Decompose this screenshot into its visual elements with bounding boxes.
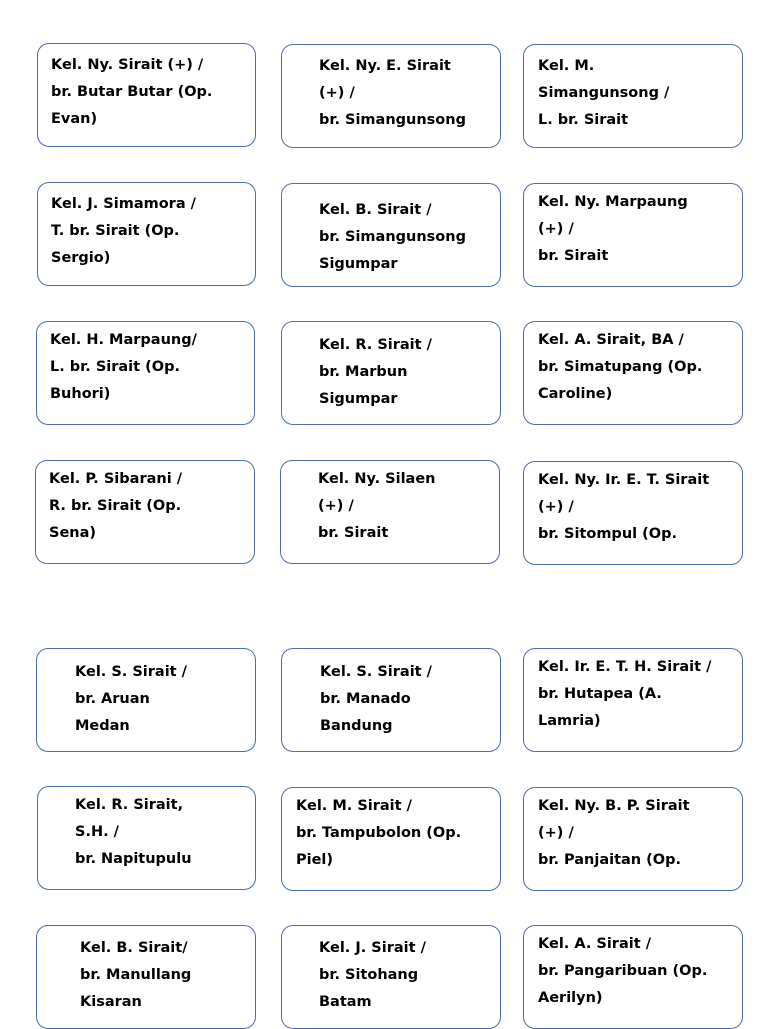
label-text [75,792,192,873]
label-text [75,659,187,740]
address-label [281,44,501,148]
label-line: br. Panjaitan (Op. [538,852,682,868]
label-text [320,659,432,740]
label-line: Sena) [49,525,97,541]
label-line: Simangunsong / [538,85,670,101]
label-line: Piel) [296,852,334,868]
address-label [36,321,255,425]
label-line: br. Butar Butar (Op. [51,84,213,100]
label-line: br. Pangaribuan (Op. [538,963,708,979]
label-text [538,53,669,134]
label-line: L. br. Sirait (Op. [50,359,180,375]
label-line: Kel. R. Sirait / [319,337,432,353]
address-label [281,321,501,425]
label-line: Kel. Ny. E. Sirait [319,58,451,74]
label-text [538,327,702,408]
label-line: Sergio) [51,250,111,266]
label-line: (+) / [538,825,574,841]
address-label [36,648,256,752]
label-line: Kel. R. Sirait, [75,797,184,813]
label-text [538,793,690,874]
address-label [281,183,501,287]
label-line: Kel. Ny. Sirait (+) / [51,57,204,73]
address-label [523,321,743,425]
address-label [523,183,743,287]
label-line: br. Sirait [318,525,389,541]
label-line: Kel. Ny. Marpaung [538,194,688,210]
address-label [523,648,743,752]
label-line: Kel. B. Sirait / [319,202,432,218]
label-line: Medan [75,718,130,734]
label-text [319,332,432,413]
label-line: Sigumpar [319,256,398,272]
address-label [37,182,256,286]
label-line: Kel. Ir. E. T. H. Sirait / [538,659,712,675]
label-line: L. br. Sirait [538,112,629,128]
label-text [296,793,461,874]
address-label [523,787,743,891]
label-line: br. Hutapea (A. [538,686,662,702]
address-label [281,925,501,1029]
label-line: br. Napitupulu [75,851,192,867]
label-line: Sigumpar [319,391,398,407]
label-line: (+) / [319,85,355,101]
label-line: br. Tampubolon (Op. [296,825,462,841]
label-line: Kel. J. Simamora / [51,196,196,212]
label-line: Kel. J. Sirait / [319,940,426,956]
label-line: Kel. Ny. Silaen [318,471,436,487]
label-line: Kel. Ny. B. P. Sirait [538,798,690,814]
label-text [538,931,707,1012]
label-text [538,189,688,270]
label-line: br. Simangunsong [319,229,466,245]
label-line: S.H. / [75,824,119,840]
address-label [523,925,743,1029]
address-label [523,44,743,148]
label-text [319,53,466,134]
label-text [319,197,466,278]
label-line: br. Simatupang (Op. [538,359,703,375]
label-line: (+) / [538,221,574,237]
label-line: Caroline) [538,386,613,402]
label-text [80,935,191,1016]
label-line: Kel. A. Sirait / [538,936,651,952]
label-text [318,466,435,547]
label-line: R. br. Sirait (Op. [49,498,182,514]
label-line: (+) / [538,499,574,515]
label-text [51,52,212,133]
label-line: Bandung [320,718,393,734]
label-line: Batam [319,994,372,1010]
label-line: Kel. Ny. Ir. E. T. Sirait [538,472,710,488]
address-label [280,460,500,564]
label-text [538,654,711,735]
label-line: Buhori) [50,386,111,402]
label-text [319,935,426,1016]
address-label [523,461,743,565]
label-text [538,467,709,548]
label-line: Kel. S. Sirait / [75,664,187,680]
address-label [35,460,255,564]
label-text [51,191,196,272]
label-line: Kel. P. Sibarani / [49,471,183,487]
address-label [37,786,256,890]
label-line: Kel. M. Sirait / [296,798,412,814]
label-line: br. Manado [320,691,411,707]
label-line: br. Marbun [319,364,408,380]
label-line: Lamria) [538,713,601,729]
label-text [49,466,182,547]
label-line: Kisaran [80,994,142,1010]
address-label [281,787,501,891]
label-line: Kel. H. Marpaung/ [50,332,197,348]
label-line: br. Aruan [75,691,150,707]
label-line: Kel. A. Sirait, BA / [538,332,684,348]
label-line: br. Simangunsong [319,112,466,128]
label-line: br. Sitompul (Op. [538,526,677,542]
label-text [50,327,197,408]
label-line: (+) / [318,498,354,514]
address-label [281,648,501,752]
label-line: br. Sirait [538,248,609,264]
label-line: br. Sitohang [319,967,419,983]
label-line: br. Manullang [80,967,192,983]
label-line: Evan) [51,111,98,127]
address-label [37,43,256,147]
label-line: Kel. S. Sirait / [320,664,432,680]
label-line: Aerilyn) [538,990,603,1006]
label-line: T. br. Sirait (Op. [51,223,180,239]
address-label [36,925,256,1029]
label-line: Kel. B. Sirait/ [80,940,188,956]
label-line: Kel. M. [538,58,595,74]
